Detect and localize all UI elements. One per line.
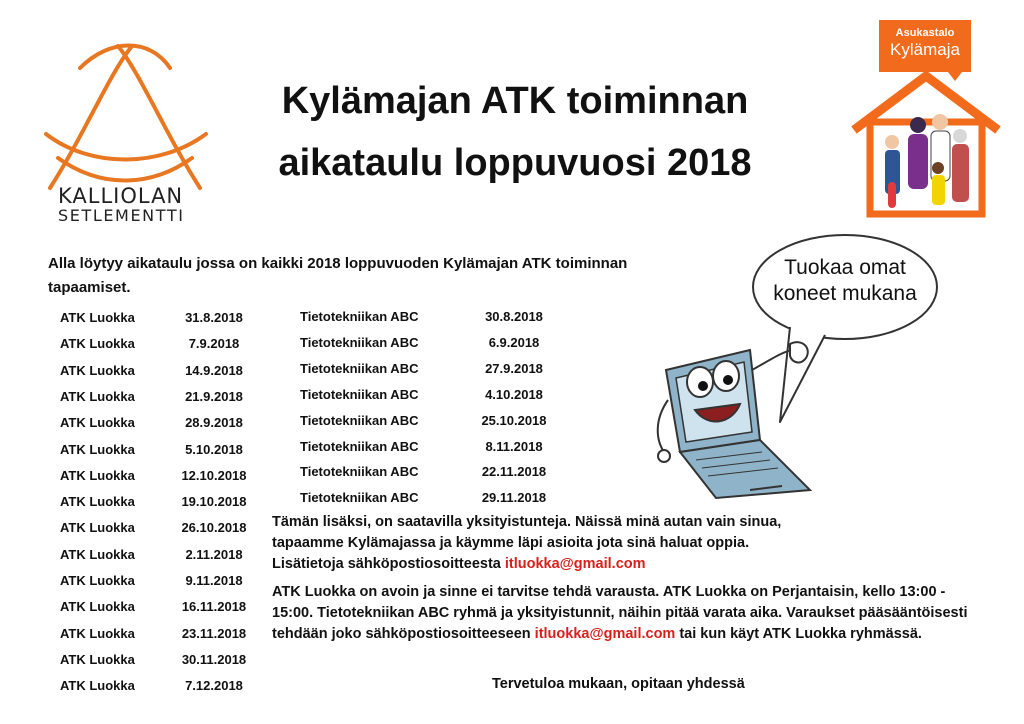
schedule-date: 7.9.2018	[188, 336, 240, 352]
schedule-date: 12.10.2018	[181, 467, 247, 483]
speech-bubble-text: Tuokaa omat koneet mukana	[773, 256, 917, 305]
schedule-label: Tietotekniikan ABC	[300, 386, 419, 402]
schedule-label: ATK Luokka	[60, 336, 135, 352]
laptop-mascot-illustration	[650, 340, 830, 500]
schedule-date: 30.11.2018	[181, 651, 247, 667]
schedule-label: Tietotekniikan ABC	[300, 490, 419, 506]
schedule-label: ATK Luokka	[60, 546, 135, 562]
schedule-label: Tietotekniikan ABC	[300, 360, 419, 376]
logo-name-line1: KALLIOLAN	[58, 184, 184, 208]
schedule-label: Tietotekniikan ABC	[300, 464, 419, 480]
schedule-date: 4.10.2018	[485, 386, 543, 402]
schedule-date: 28.9.2018	[185, 415, 243, 431]
schedule-date: 21.9.2018	[185, 388, 243, 404]
schedule-date: 25.10.2018	[481, 412, 547, 428]
badge-line1: Asukastalo	[895, 27, 955, 39]
schedule-label: ATK Luokka	[60, 573, 135, 588]
schedule-label: ATK Luokka	[60, 494, 135, 510]
schedule-label: ATK Luokka	[60, 678, 135, 694]
schedule-date: 29.11.2018	[481, 490, 547, 506]
schedule-label: Tietotekniikan ABC	[300, 438, 419, 454]
intro-text: Alla löytyy aikataulu jossa on kaikki 2018 loppuvuoden Kylämajan ATK toiminnan tapaamiset.	[48, 255, 628, 296]
schedule-date: 2.11.2018	[185, 546, 243, 562]
schedule-date: 23.11.2018	[181, 625, 247, 641]
house-with-people-illustration	[848, 70, 1003, 220]
schedule-label: ATK Luokka	[60, 520, 135, 536]
paragraph1-text: Tämän lisäksi, on saatavilla yksityistunteja. Näissä minä autan vain sinua, tapaamme Kylämajassa ja käymme läpi asioita jota sinä haluat oppia. Lisätietoja sähköpostiosoitteesta	[272, 514, 782, 572]
schedule-date: 7.12.2018	[185, 678, 243, 694]
schedule-date: 26.10.2018	[181, 520, 247, 536]
schedule-date: 14.9.2018	[185, 362, 243, 378]
schedule-label: Tietotekniikan ABC	[300, 309, 419, 324]
schedule-label: ATK Luokka	[60, 625, 135, 641]
schedule-label: Tietotekniikan ABC	[300, 334, 419, 350]
logo-name-line2: SETLEMENTTI	[58, 206, 185, 225]
paragraph2-text-after: tai kun käyt ATK Luokka ryhmässä.	[675, 626, 922, 642]
schedule-label: ATK Luokka	[60, 362, 135, 378]
asukastalo-kylamaja-badge	[879, 20, 971, 72]
schedule-label: ATK Luokka	[60, 467, 135, 483]
schedule-date: 31.8.2018	[185, 310, 243, 325]
schedule-date: 22.11.2018	[481, 464, 547, 480]
schedule-date: 6.9.2018	[488, 334, 540, 350]
schedule-date: 27.9.2018	[485, 360, 543, 376]
paragraph2-text-before: ATK Luokka on avoin ja sinne ei tarvitse tehdä varausta. ATK Luokka on Perjantaisin, kello 13:00 - 15:00. Tietotekniikan ABC ryhmä ja yksityistunnit, näihin pitää varata aika. Varaukset pääsääntöisesti tehdään joko sähköpostiosoitteeseen	[272, 584, 968, 642]
welcome-text: Tervetuloa mukaan, opitaan yhdessä	[492, 676, 745, 692]
schedule-date: 8.11.2018	[485, 438, 543, 454]
email-link[interactable]: itluokka@gmail.com	[534, 626, 676, 642]
schedule-date: 30.8.2018	[485, 309, 543, 324]
private-lessons-paragraph	[272, 512, 812, 575]
schedule-label: Tietotekniikan ABC	[300, 412, 419, 428]
schedule-date: 19.10.2018	[181, 494, 247, 510]
schedule-label: ATK Luokka	[60, 310, 135, 325]
schedule-date: 16.11.2018	[181, 599, 247, 615]
atk-luokka-info-paragraph	[272, 582, 982, 645]
page-title-line2: aikataulu loppuvuosi 2018	[278, 142, 752, 184]
schedule-label: ATK Luokka	[60, 599, 135, 615]
schedule-label: ATK Luokka	[60, 415, 135, 431]
schedule-label: ATK Luokka	[60, 441, 135, 457]
schedule-label: ATK Luokka	[60, 388, 135, 404]
schedule-label: ATK Luokka	[60, 651, 135, 667]
email-link[interactable]: itluokka@gmail.com	[504, 556, 646, 572]
badge-line2: Kylämaja	[890, 40, 960, 59]
schedule-date: 5.10.2018	[185, 441, 243, 457]
schedule-date: 9.11.2018	[185, 573, 243, 588]
page-title-line1: Kylämajan ATK toiminnan	[281, 80, 749, 122]
